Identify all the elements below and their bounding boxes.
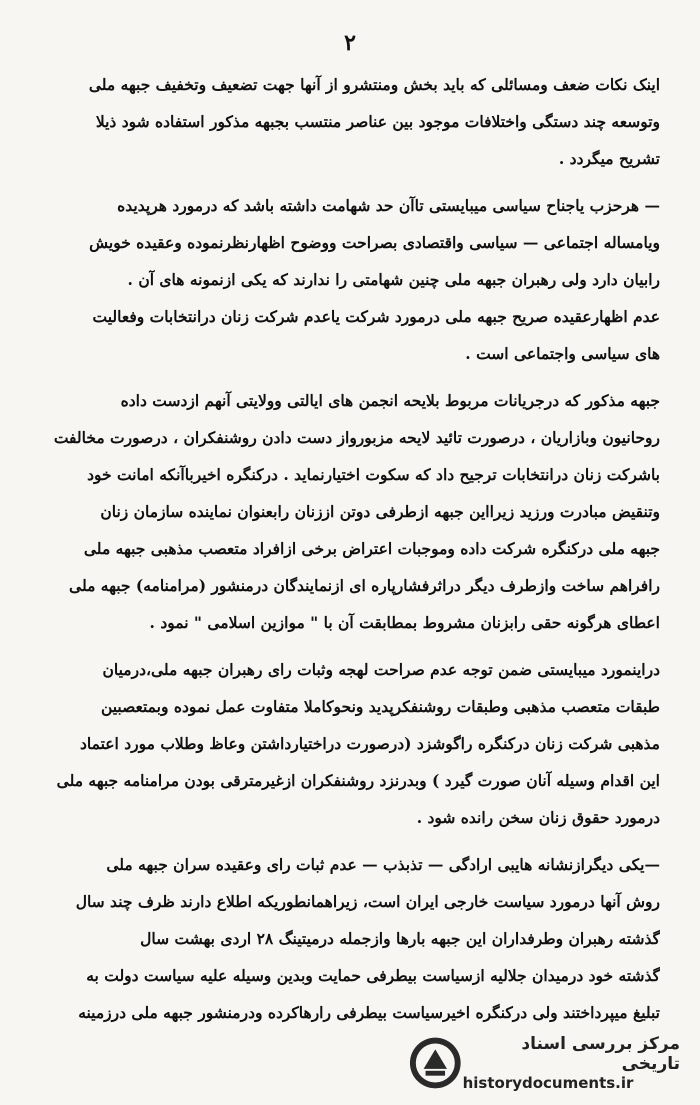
- paragraph-gap: [40, 372, 660, 382]
- text-line: مذهبی شرکت زنان درکنگره راگوشزد (درصورت دراختیارداشتن وعاظ وطلاب مورد اعتماد: [80, 734, 660, 753]
- text-line: تبلیغ میپرداختند ولی درکنگره اخیرسیاست بیطرفی رارهاکرده ودرمنشور جبهه ملی درزمینه: [78, 1003, 660, 1022]
- paragraph-gap: [40, 641, 660, 651]
- paragraph: [40, 651, 660, 836]
- text-line: عدم اظهارعقیده صریح جبهه ملی درمورد شرکت یاعدم شرکت زنان درانتخابات وفعالیت: [92, 307, 660, 326]
- text-line: باشرکت زنان درانتخابات ترجیح داد که سکوت اختیارنماید . درکنگره اخیرباآنکه امانت خود: [87, 465, 660, 484]
- paragraph: [40, 66, 660, 177]
- text-line: جبهه مذکور که درجریانات مربوط بلایحه انجمن های ایالتی وولایتی آنهم ازدست داده: [120, 391, 660, 410]
- text-line: وتنقیض مبادرت ورزید زیرااین جبهه ازطرفی دوتن اززنان رابعنوان نماینده سازمان زنان: [100, 502, 660, 521]
- text-line: رابیان دارد ولی رهبران جبهه ملی چنین شهامتی را ندارند که یکی ازنمونه های آن .: [127, 270, 660, 289]
- text-line: اینک نکات ضعف ومسائلی که باید بخش ومنتشرو از آنها جهت تضعیف وتخفیف جبهه ملی: [88, 75, 660, 94]
- document-body: [40, 66, 660, 1031]
- watermark-text: [463, 1034, 680, 1092]
- text-line: اعطای هرگونه حقی رابزنان مشروط بمطابقت آن با " موازین اسلامی " نمود .: [149, 613, 660, 632]
- text-line: های سیاسی واجتماعی است .: [465, 344, 660, 363]
- paragraph: [40, 846, 660, 1031]
- text-line: ویامساله اجتماعی — سیاسی واقتصادی بصراحت ووضوح اظهارنظرنموده وعقیده خویش: [89, 233, 660, 252]
- watermark-name: مرکز بررسی اسناد تاریخی: [521, 1034, 680, 1074]
- paragraph: [40, 187, 660, 372]
- text-line: دراینمورد میبایستی ضمن توجه عدم صراحت لهجه وثبات رای رهبران جبهه ملی،درمیان: [102, 660, 660, 679]
- archive-seal-icon: [408, 1035, 463, 1091]
- text-line: روحانیون وبازاریان ، درصورت تائید لایحه مزبورواز دست دادن روشنفکران ، درصورت مخالفت: [53, 428, 660, 447]
- text-line: درمورد حقوق زنان سخن رانده شود .: [416, 808, 660, 827]
- text-line: وتوسعه چند دستگی واختلافات موجود بین عناصر منتسب بجبهه مذکور استفاده شود ذیلا: [95, 112, 660, 131]
- text-line: گذشته رهبران وطرفداران این جبهه بارها وازجمله درمیتینگ ۲۸ اردی بهشت سال: [140, 929, 660, 948]
- paragraph: [40, 382, 660, 641]
- text-line: —یکی دیگرازنشانه هایبی ارادگی — تذبذب — عدم ثبات رای وعقیده سران جبهه ملی: [106, 855, 660, 874]
- text-line: روش آنها درمورد سیاست خارجی ایران است، زیراهمانطوریکه اطلاع دارند ظرف چند سال: [75, 892, 660, 911]
- text-line: جبهه ملی درکنگره شرکت داده وموجبات اعتراض برخی ازافراد متعصب مذهبی جبهه ملی: [83, 539, 660, 558]
- text-line: تشریح میگردد .: [558, 149, 660, 168]
- watermark: [408, 1027, 688, 1099]
- text-line: این اقدام وسیله آنان صورت گیرد ) وبدرنزد روشنفکران ازغیرمترقی بودن مرامنامه جبهه ملی: [56, 771, 660, 790]
- paragraph-gap: [40, 836, 660, 846]
- paragraph-gap: [40, 177, 660, 187]
- text-line: طبقات متعصب مذهبی وطبقات روشنفکرپدید ونحوکاملا متفاوت عمل نموده وبمتعصبین: [100, 697, 660, 716]
- watermark-url: historydocuments.ir: [462, 1074, 634, 1092]
- text-line: گذشته خود درمیدان جلالیه ازسیاست بیطرفی حمایت وبدین وسیله علیه سیاست دولت به: [86, 966, 660, 985]
- text-line: — هرحزب یاجناح سیاسی میبایستی تاآن حد شهامت داشته باشد که درمورد هرپدیده: [117, 196, 660, 215]
- text-line: رافراهم ساخت وازطرف دیگر دراثرفشارپاره ای ازنمایندگان درمنشور (مرامنامه) جبهه ملی: [69, 576, 660, 595]
- page-number: ۲: [344, 30, 356, 56]
